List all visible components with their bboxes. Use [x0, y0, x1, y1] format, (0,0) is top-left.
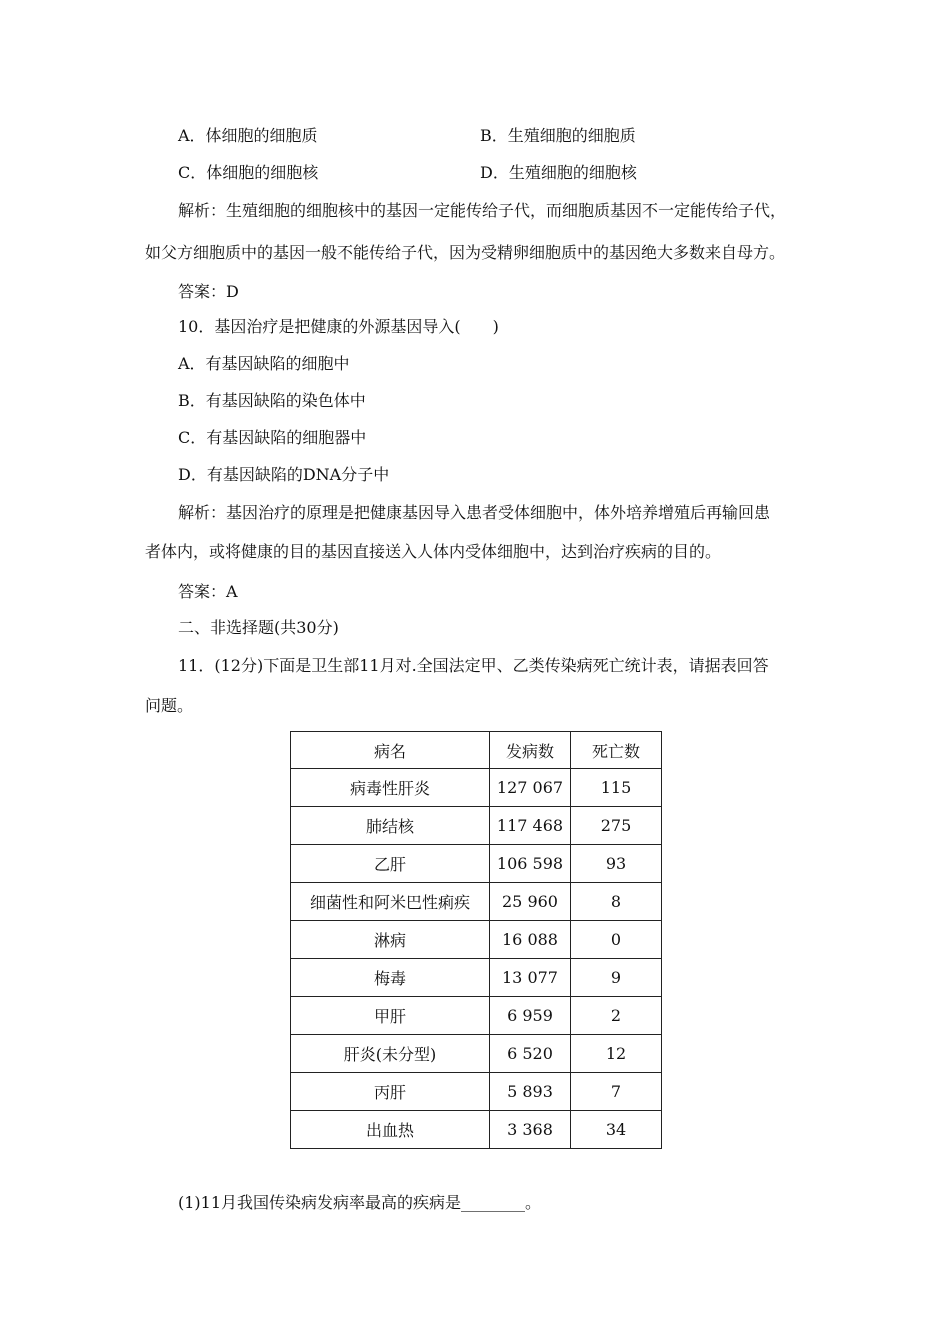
q9-option-b: B．生殖细胞的细胞质 — [480, 126, 636, 145]
cell-disease-name: 丙肝 — [291, 1073, 490, 1111]
cell-incidence: 6 959 — [490, 997, 571, 1035]
cell-deaths: 7 — [571, 1073, 662, 1111]
q9-option-a: A．体细胞的细胞质 — [178, 126, 318, 145]
cell-incidence: 106 598 — [490, 845, 571, 883]
q10-analysis-line2: 者体内，或将健康的目的基因直接送入人体内受体细胞中，达到治疗疾病的目的。 — [145, 542, 722, 561]
cell-deaths: 12 — [571, 1035, 662, 1073]
q10-answer: 答案：A — [178, 582, 238, 601]
cell-deaths: 93 — [571, 845, 662, 883]
cell-incidence: 5 893 — [490, 1073, 571, 1111]
disease-statistics-table — [290, 731, 662, 1149]
q10-stem: 10．基因治疗是把健康的外源基因导入( ) — [178, 317, 499, 336]
header-disease-name: 病名 — [291, 732, 490, 769]
q9-analysis-line1: 解析：生殖细胞的细胞核中的基因一定能传给子代，而细胞质基因不一定能传给子代， — [178, 201, 787, 220]
cell-disease-name: 细菌性和阿米巴性痢疾 — [291, 883, 490, 921]
cell-incidence: 13 077 — [490, 959, 571, 997]
q10-option-c: C．有基因缺陷的细胞器中 — [178, 428, 367, 447]
table-row — [291, 845, 662, 883]
table-row — [291, 1073, 662, 1111]
q11-stem-line2: 问题。 — [145, 696, 194, 715]
cell-deaths: 9 — [571, 959, 662, 997]
table-row — [291, 883, 662, 921]
table-row — [291, 1035, 662, 1073]
cell-incidence: 3 368 — [490, 1111, 571, 1149]
cell-deaths: 2 — [571, 997, 662, 1035]
cell-disease-name: 梅毒 — [291, 959, 490, 997]
table-row — [291, 959, 662, 997]
q11-stem-line1: 11．(12分)下面是卫生部11月对.全国法定甲、乙类传染病死亡统计表，请据表回答 — [178, 656, 769, 675]
cell-incidence: 117 468 — [490, 807, 571, 845]
table-row — [291, 1111, 662, 1149]
table-row — [291, 807, 662, 845]
cell-deaths: 0 — [571, 921, 662, 959]
q11-subquestion-1: (1)11月我国传染病发病率最高的疾病是________。 — [178, 1193, 542, 1212]
cell-incidence: 25 960 — [490, 883, 571, 921]
cell-incidence: 6 520 — [490, 1035, 571, 1073]
q9-analysis-line2: 如父方细胞质中的基因一般不能传给子代，因为受精卵细胞质中的基因绝大多数来自母方。 — [145, 243, 786, 262]
q10-option-b: B．有基因缺陷的染色体中 — [178, 391, 366, 410]
cell-disease-name: 甲肝 — [291, 997, 490, 1035]
q10-option-d: D．有基因缺陷的DNA分子中 — [178, 465, 390, 484]
q9-option-d: D．生殖细胞的细胞核 — [480, 163, 637, 182]
q10-option-a: A．有基因缺陷的细胞中 — [178, 354, 350, 373]
cell-deaths: 275 — [571, 807, 662, 845]
header-deaths: 死亡数 — [571, 732, 662, 769]
cell-disease-name: 病毒性肝炎 — [291, 769, 490, 807]
q9-answer: 答案：D — [178, 282, 239, 301]
section-heading: 二、非选择题(共30分) — [178, 618, 339, 637]
cell-deaths: 34 — [571, 1111, 662, 1149]
cell-disease-name: 肺结核 — [291, 807, 490, 845]
cell-disease-name: 乙肝 — [291, 845, 490, 883]
cell-incidence: 16 088 — [490, 921, 571, 959]
cell-deaths: 8 — [571, 883, 662, 921]
cell-incidence: 127 067 — [490, 769, 571, 807]
table-row — [291, 921, 662, 959]
q9-option-c: C．体细胞的细胞核 — [178, 163, 319, 182]
table-row — [291, 997, 662, 1035]
cell-disease-name: 淋病 — [291, 921, 490, 959]
cell-disease-name: 出血热 — [291, 1111, 490, 1149]
cell-deaths: 115 — [571, 769, 662, 807]
header-incidence: 发病数 — [490, 732, 571, 769]
table-row — [291, 769, 662, 807]
table-header-row — [291, 732, 662, 769]
cell-disease-name: 肝炎(未分型) — [291, 1035, 490, 1073]
q10-analysis-line1: 解析：基因治疗的原理是把健康基因导入患者受体细胞中，体外培养增殖后再输回患 — [178, 503, 771, 522]
